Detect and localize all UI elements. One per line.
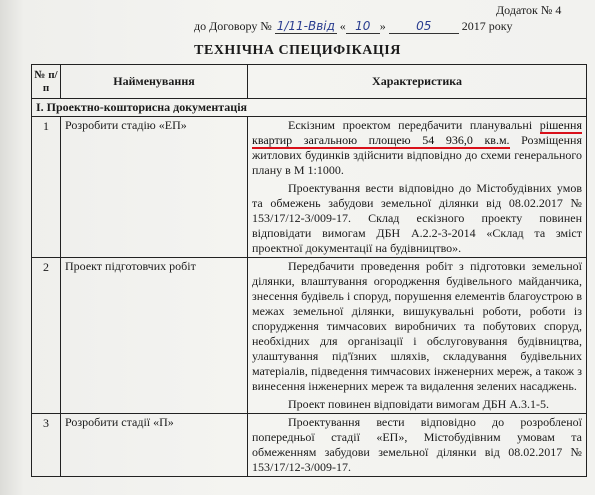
table-row: [32, 258, 587, 414]
row-name: Розробити стадії «П»: [61, 414, 248, 477]
date-day: 10: [346, 19, 380, 34]
row-characteristic: [248, 117, 587, 258]
date-month: 05: [389, 19, 459, 34]
appendix-label: Додаток № 4: [496, 3, 562, 17]
column-header-name: Найменування: [61, 65, 248, 99]
row-name: Проект підготовчих робіт: [61, 258, 248, 414]
document-title: ТЕХНІЧНА СПЕЦИФІКАЦІЯ: [194, 43, 401, 58]
date-year: 2017 року: [461, 19, 513, 33]
paragraph-text: Ескізним проектом передбачити планувальні: [288, 118, 540, 132]
contract-reference: [194, 19, 595, 34]
row-number: 1: [32, 117, 61, 258]
row-number: 3: [32, 414, 61, 477]
column-header-characteristic: Характеристика: [248, 65, 587, 99]
specification-table: [31, 64, 587, 477]
date-close-quote: »: [379, 19, 386, 33]
characteristic-paragraph: [252, 118, 582, 178]
paragraph-text: Розміщення житлових будинків здійснити відповідно до схеми генерального плану в М 1:1000.: [252, 133, 582, 177]
table-row: [32, 117, 587, 258]
row-characteristic: [248, 258, 587, 414]
column-header-number: № п/п: [32, 65, 61, 99]
row-name: Розробити стадію «ЕП»: [61, 117, 248, 258]
row-number: 2: [32, 258, 61, 414]
contract-prefix: до Договору №: [194, 19, 272, 33]
table-header-row: [32, 65, 587, 99]
date-open-quote: «: [339, 19, 346, 33]
characteristic-paragraph: Проект повинен відповідати вимогам ДБН А.3.1-5.: [288, 397, 549, 411]
row-characteristic: [248, 414, 587, 477]
contract-number: 1/11-Ввід: [276, 19, 335, 33]
characteristic-paragraph: Проектування вести відповідно до Містобудівних умов та обмежень забудови земельної ділянки від 08.02.2017 № 153/17/12-3/009-17. Склад ескізного проекту повинен відповідати вимогам ДБН А.2.2-3-2014 «Склад та зміст проектної документації на будівництво».: [252, 181, 582, 255]
highlighted-area-text: рішення квартир загальною площею 54 936,0 кв.м.: [252, 118, 582, 147]
characteristic-paragraph: Передбачити проведення робіт з підготовки земельної ділянки, влаштування огородження будівельного майданчика, знесення будівель і споруд, порушення елементів благоустрою в межах земельної ділянки, вишукувальні роботи, роботи із спорудження тимчасових виробничих та побутових споруд, необхідних для організації і обслуговування будівництва, улаштування під'їзних шляхів, складування будівельних матеріалів, підведення тимчасових інженерних мереж, а також з винесення інженерних мереж та видалення зелених насаджень.: [252, 259, 582, 393]
section-title: І. Проектно-кошторисна документація: [32, 99, 587, 117]
characteristic-paragraph: Проектування вести відповідно до розробленої попередньої стадії «ЕП», Містобудівним умовам та обмеженням забудови земельної ділянки від 08.02.2017 № 153/17/12-3/009-17.: [252, 415, 582, 474]
table-row: [32, 414, 587, 477]
section-row: [32, 99, 587, 117]
